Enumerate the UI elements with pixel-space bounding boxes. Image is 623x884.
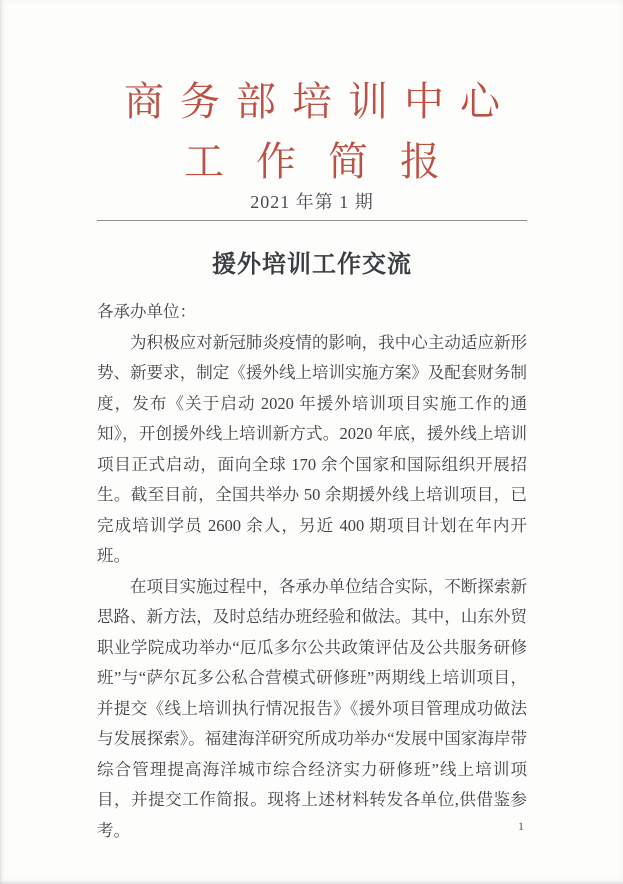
masthead-divider bbox=[97, 220, 527, 221]
masthead bbox=[97, 0, 527, 221]
article bbox=[97, 247, 527, 846]
masthead-title-line2: 工作简报 bbox=[184, 139, 472, 184]
salutation: 各承办单位： bbox=[97, 302, 196, 321]
paragraph-2: 在项目实施过程中，各承办单位结合实际，不断探索新思路、新方法，及时总结办班经验和做法。其中，山东外贸职业学院成功举办“厄瓜多尔公共政策评估及公共服务研修班”与“萨尔瓦多公私合营模式研修班”两期线上培训项目，并提交《线上培训执行情况报告》《援外项目管理成功做法与发展探索》。福建海洋研究所成功举办“发展中国家海岸带综合管理提高海洋城市综合经济实力研修班”线上培训项目，并提交工作简报。现将上述材料转发各单位,供借鉴参考。 bbox=[97, 576, 527, 840]
article-heading: 援外培训工作交流 bbox=[212, 252, 412, 278]
masthead-title-line1: 商务部培训中心 bbox=[124, 79, 516, 124]
page-number: 1 bbox=[518, 819, 524, 833]
document-text-column bbox=[97, 0, 527, 846]
paragraph-1: 为积极应对新冠肺炎疫情的影响，我中心主动适应新形势、新要求，制定《援外线上培训实施方案》及配套财务制度，发布《关于启动 2020 年援外培训项目实施工作的通知》，开创援外线上培训新方式。2020 年底，援外线上培训项目正式启动，面向全球 170 余个国家和国际组织开展招生。截至目前，全国共举办 50 余期援外线上培训项目，已完成培训学员 2600 余人，另近 400 期项目计划在年内开班。 bbox=[97, 332, 527, 565]
issue-number: 2021 年第 1 期 bbox=[250, 192, 374, 212]
